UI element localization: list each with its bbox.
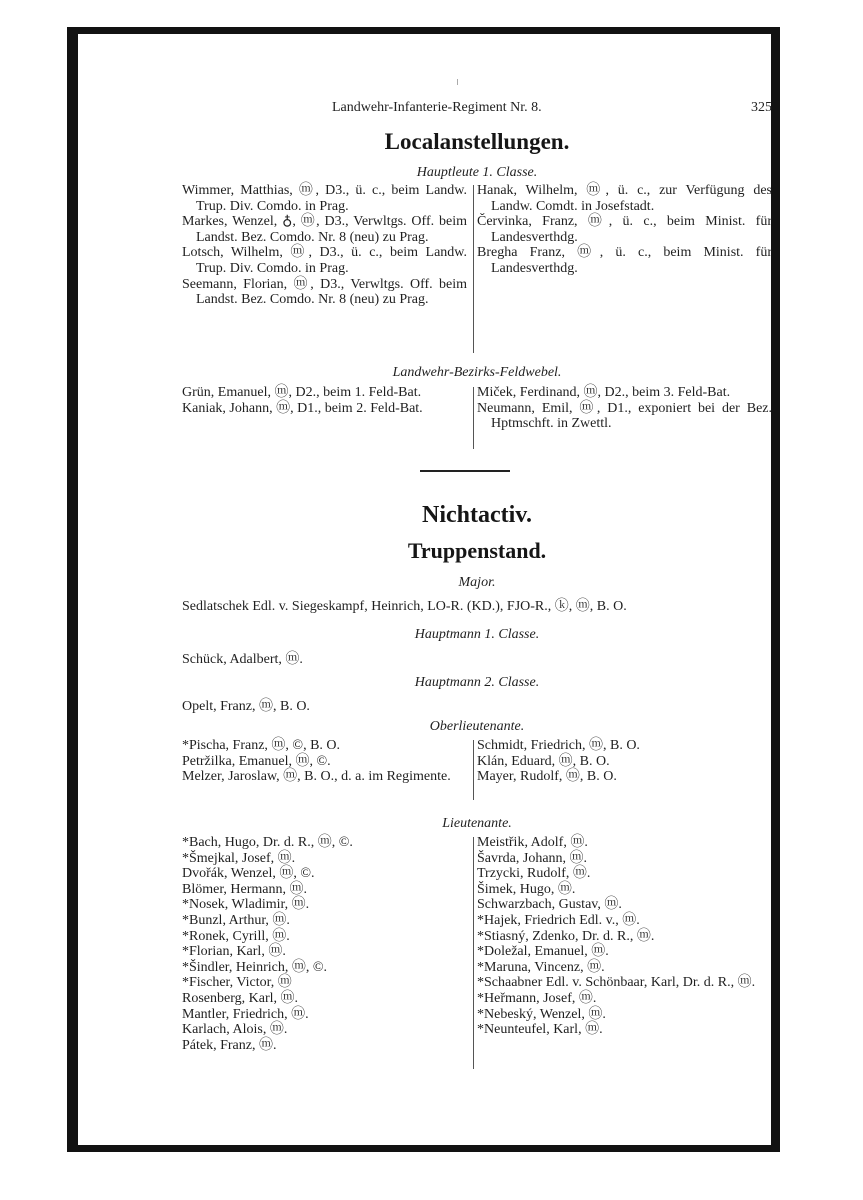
list-item: *Ronek, Cyrill, ⓜ. bbox=[182, 928, 290, 944]
list-item: *Maruna, Vincenz, ⓜ. bbox=[477, 959, 605, 975]
column-divider bbox=[473, 185, 474, 353]
section-subheading-truppenstand: Truppenstand. bbox=[407, 538, 547, 563]
list-item: Grün, Emanuel, ⓜ, D2., beim 1. Feld-Bat. bbox=[182, 385, 422, 400]
document-page bbox=[78, 34, 771, 1145]
lieutenante-columns bbox=[182, 835, 772, 1071]
list-item: *Heřmann, Josef, ⓜ. bbox=[477, 990, 597, 1006]
subheading-hauptleute: Hauptleute 1. Classe. bbox=[416, 165, 538, 180]
subheading-oberlieutenante: Oberlieutenante. bbox=[429, 719, 525, 734]
list-item: *Bunzl, Arthur, ⓜ. bbox=[182, 912, 290, 928]
list-item: Mantler, Friedrich, ⓜ. bbox=[182, 1006, 309, 1022]
list-item: Markes, Wenzel, ♁, ⓜ, D3., Verwltgs. Off. beim Landst. Bez. Comdo. Nr. 8 (neu) zu Prag. bbox=[182, 214, 467, 245]
subheading-hauptmann-1: Hauptmann 1. Classe. bbox=[414, 627, 540, 642]
list-item: Šavrda, Johann, ⓜ. bbox=[477, 850, 588, 866]
list-item: Kaniak, Johann, ⓜ, D1., beim 2. Feld-Bat. bbox=[182, 400, 423, 416]
section-heading-nichtactiv: Nichtactiv. bbox=[422, 502, 532, 528]
list-item: Seemann, Florian, ⓜ, D3., Verwltgs. Off. beim Landst. Bez. Comdo. Nr. 8 (neu) zu Prag. bbox=[182, 276, 467, 308]
list-item: *Pischa, Franz, ⓜ, ©, B. O. bbox=[182, 738, 341, 753]
subheading-hauptmann-2: Hauptmann 2. Classe. bbox=[414, 675, 540, 690]
running-head-title: Landwehr-Infanterie-Regiment Nr. 8. bbox=[332, 100, 542, 115]
hauptmann-1-entry: Schück, Adalbert, ⓜ. bbox=[182, 652, 303, 667]
list-item: Hanak, Wilhelm, ⓜ, ü. c., zur Verfügung des Landw. Comdt. in Josefstadt. bbox=[477, 183, 772, 214]
subheading-feldwebel: Landwehr-Bezirks-Feldwebel. bbox=[392, 365, 562, 380]
oberlieutenante-columns bbox=[182, 738, 772, 804]
list-item: Petržilka, Emanuel, ⓜ, ©. bbox=[182, 753, 331, 769]
list-item: Dvořák, Wenzel, ⓜ, ©. bbox=[182, 866, 315, 882]
list-item: *Doležal, Emanuel, ⓜ. bbox=[477, 944, 609, 960]
section-rule bbox=[420, 470, 510, 472]
column-divider bbox=[473, 387, 474, 449]
list-item: Blömer, Hermann, ⓜ. bbox=[182, 881, 308, 897]
list-item: *Nebeský, Wenzel, ⓜ. bbox=[477, 1006, 606, 1022]
list-item: Lotsch, Wilhelm, ⓜ, D3., ü. c., beim Landw. Trup. Div. Comdo. in Prag. bbox=[182, 245, 467, 276]
column-divider bbox=[473, 740, 474, 800]
list-item: Bregha Franz, ⓜ, ü. c., beim Minist. für Landesverthdg. bbox=[477, 245, 772, 276]
list-item: Karlach, Alois, ⓜ. bbox=[182, 1022, 288, 1038]
list-item: Meistřik, Adolf, ⓜ. bbox=[477, 835, 588, 850]
hauptleute-columns bbox=[182, 183, 772, 355]
scan-speck bbox=[457, 79, 458, 85]
list-item: Wimmer, Matthias, ⓜ, D3., ü. c., beim Landw. Trup. Div. Comdo. in Prag. bbox=[182, 183, 467, 214]
list-item: Trzycki, Rudolf, ⓜ. bbox=[477, 866, 591, 882]
list-item: Rosenberg, Karl, ⓜ. bbox=[182, 990, 298, 1006]
column-divider bbox=[473, 837, 474, 1069]
list-item: *Šmejkal, Josef, ⓜ. bbox=[182, 850, 296, 866]
list-item: *Schaabner Edl. v. Schönbaar, Karl, Dr. d. R., ⓜ. bbox=[477, 975, 756, 991]
list-item: *Stiasný, Zdenko, Dr. d. R., ⓜ. bbox=[477, 928, 655, 944]
list-item: Neumann, Emil, ⓜ, D1., exponiert bei der Bez. Hptmschft. in Zwettl. bbox=[477, 400, 772, 432]
section-heading-local: Localanstellungen. bbox=[384, 129, 570, 154]
list-item: *Fischer, Victor, ⓜ bbox=[182, 975, 292, 991]
subheading-major: Major. bbox=[458, 575, 496, 590]
list-item: Schwarzbach, Gustav, ⓜ. bbox=[477, 897, 622, 913]
list-item: Mayer, Rudolf, ⓜ, B. O. bbox=[477, 769, 617, 785]
hauptmann-2-entry: Opelt, Franz, ⓜ, B. O. bbox=[182, 699, 310, 714]
list-item: *Neunteufel, Karl, ⓜ. bbox=[477, 1022, 603, 1038]
list-item: Červinka, Franz, ⓜ, ü. c., beim Minist. für Landesverthdg. bbox=[477, 214, 772, 245]
major-entry: Sedlatschek Edl. v. Siegeskampf, Heinrich, LO-R. (KD.), FJO-R., ⓚ, ⓜ, B. O. bbox=[182, 599, 627, 614]
list-item: *Bach, Hugo, Dr. d. R., ⓜ, ©. bbox=[182, 835, 353, 850]
list-item: *Nosek, Wladimir, ⓜ. bbox=[182, 897, 310, 913]
list-item: *Šindler, Heinrich, ⓜ, ©. bbox=[182, 959, 327, 975]
list-item: Pátek, Franz, ⓜ. bbox=[182, 1037, 277, 1053]
list-item: Šimek, Hugo, ⓜ. bbox=[477, 881, 576, 897]
list-item: *Hajek, Friedrich Edl. v., ⓜ. bbox=[477, 912, 640, 928]
list-item: Schmidt, Friedrich, ⓜ, B. O. bbox=[477, 738, 640, 753]
page-number: 325 bbox=[751, 100, 772, 115]
subheading-lieutenante: Lieutenante. bbox=[442, 816, 512, 831]
feldwebel-columns bbox=[182, 385, 772, 451]
list-item: Klán, Eduard, ⓜ, B. O. bbox=[477, 753, 610, 769]
list-item: Miček, Ferdinand, ⓜ, D2., beim 3. Feld-Bat. bbox=[477, 385, 731, 400]
list-item: Melzer, Jaroslaw, ⓜ, B. O., d. a. im Regimente. bbox=[182, 769, 451, 785]
list-item: *Florian, Karl, ⓜ. bbox=[182, 944, 286, 960]
